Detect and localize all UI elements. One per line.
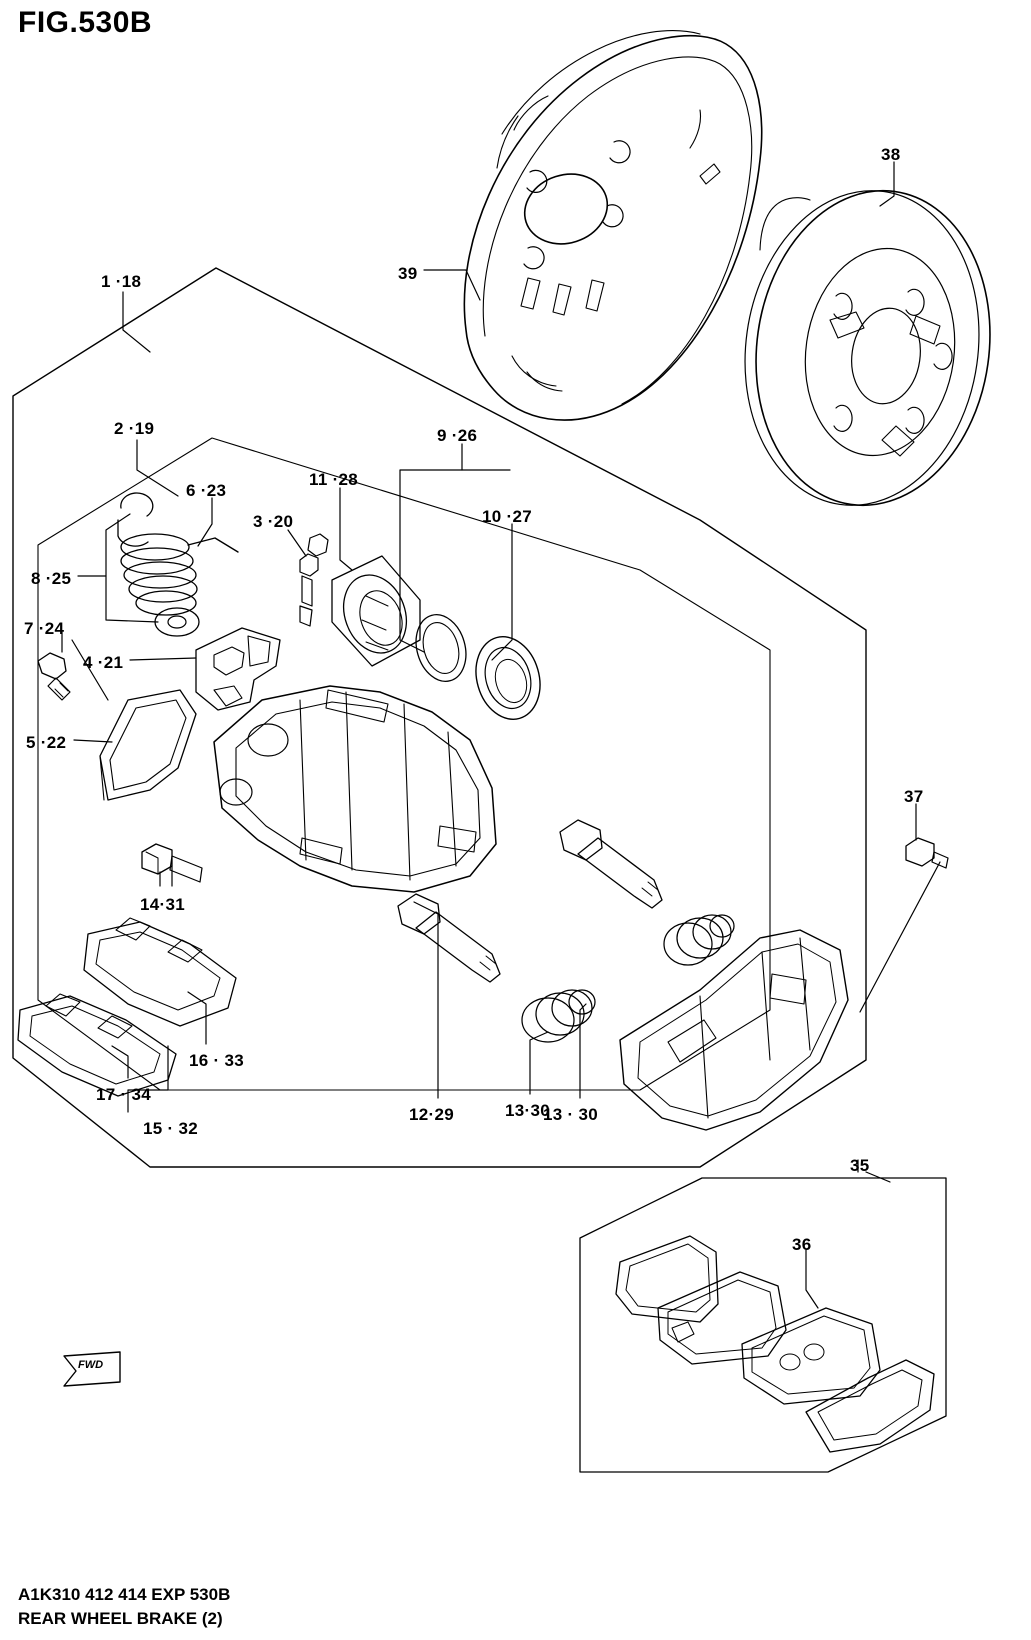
page-title: FIG.530B [18, 6, 153, 39]
callout-label: 2 ·19 [114, 419, 155, 438]
callout-label: 13 · 30 [543, 1105, 599, 1124]
callout-label: 5 ·22 [26, 733, 67, 752]
fwd-label: FWD [78, 1359, 104, 1371]
callout-label: 14·31 [140, 895, 185, 914]
callout-label: 10 ·27 [482, 507, 533, 526]
callout-label: 37 [904, 787, 924, 806]
callout-label: 17 · 34 [96, 1085, 152, 1104]
callout-label: 4 ·21 [83, 653, 124, 672]
callout-label: 13·30 [505, 1101, 550, 1120]
callout-label: 1 ·18 [101, 272, 142, 291]
callout-label: 16 · 33 [189, 1051, 245, 1070]
callout-label: 38 [881, 145, 901, 164]
fwd-direction-marker [62, 1352, 124, 1382]
callout-label: 7 ·24 [24, 619, 65, 638]
callout-label: 12·29 [409, 1105, 454, 1124]
callout-label: 9 ·26 [437, 426, 478, 445]
footer-description: REAR WHEEL BRAKE (2) [18, 1609, 223, 1629]
footer-model-code: A1K310 412 414 EXP 530B [18, 1584, 231, 1604]
callout-label: 3 ·20 [253, 512, 294, 531]
callout-label: 11 ·28 [309, 470, 359, 489]
callout-label: 39 [398, 264, 418, 283]
callout-label: 35 [850, 1156, 870, 1175]
figure-footer [18, 1583, 230, 1632]
callout-label: 15 · 32 [143, 1119, 199, 1138]
callout-label: 6 ·23 [186, 481, 227, 500]
callout-label: 8 ·25 [31, 569, 72, 588]
callout-label: 36 [792, 1235, 812, 1254]
